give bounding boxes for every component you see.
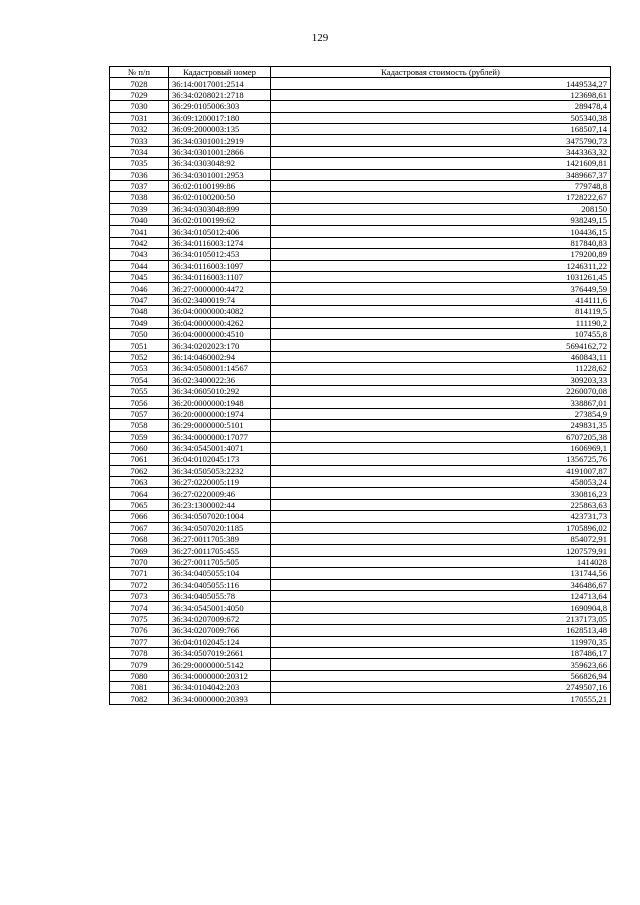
cadastral-value-cell: 566826,94 xyxy=(271,670,611,681)
row-number-cell: 7074 xyxy=(110,602,169,613)
cadastral-number-cell: 36:34:0116003:1107 xyxy=(169,272,271,283)
cadastral-number-cell: 36:27:0220005:119 xyxy=(169,477,271,488)
table-row xyxy=(110,625,611,636)
row-number-cell: 7039 xyxy=(110,203,169,214)
table-body xyxy=(110,78,611,704)
cadastral-number-cell: 36:34:0104042:203 xyxy=(169,682,271,693)
cadastral-number-cell: 36:34:0303048:899 xyxy=(169,203,271,214)
cadastral-value-cell: 346486,67 xyxy=(271,579,611,590)
table-row xyxy=(110,454,611,465)
cadastral-value-cell: 458053,24 xyxy=(271,477,611,488)
table-row xyxy=(110,351,611,362)
row-number-cell: 7034 xyxy=(110,146,169,157)
table-row xyxy=(110,385,611,396)
cadastral-number-cell: 36:14:0460002:94 xyxy=(169,351,271,362)
table-row xyxy=(110,180,611,191)
table-row xyxy=(110,226,611,237)
cadastral-number-cell: 36:34:0207009:672 xyxy=(169,613,271,624)
row-number-cell: 7037 xyxy=(110,180,169,191)
cadastral-number-cell: 36:27:0011705:455 xyxy=(169,545,271,556)
cadastral-value-cell: 1246311,22 xyxy=(271,260,611,271)
table-row xyxy=(110,169,611,180)
row-number-cell: 7070 xyxy=(110,556,169,567)
cadastral-number-cell: 36:34:0116003:1274 xyxy=(169,237,271,248)
table-row xyxy=(110,682,611,693)
cadastral-value-cell: 1356725,76 xyxy=(271,454,611,465)
cadastral-value-cell: 5694162,72 xyxy=(271,340,611,351)
table-row xyxy=(110,294,611,305)
table-row xyxy=(110,556,611,567)
table-row xyxy=(110,613,611,624)
row-number-cell: 7047 xyxy=(110,294,169,305)
cadastral-value-cell: 289478,4 xyxy=(271,101,611,112)
table-row xyxy=(110,249,611,260)
cadastral-value-cell: 187486,17 xyxy=(271,647,611,658)
cadastral-number-cell: 36:27:0000000:4472 xyxy=(169,283,271,294)
cadastral-number-cell: 36:02:0100200:50 xyxy=(169,192,271,203)
row-number-cell: 7044 xyxy=(110,260,169,271)
cadastral-number-cell: 36:34:0508001:14567 xyxy=(169,363,271,374)
table-row xyxy=(110,602,611,613)
cadastral-number-cell: 36:27:0011705:505 xyxy=(169,556,271,567)
row-number-cell: 7079 xyxy=(110,659,169,670)
cadastral-value-cell: 179200,89 xyxy=(271,249,611,260)
cadastral-value-cell: 3443363,32 xyxy=(271,146,611,157)
column-header-cadastral-value: Кадастровая стоимость (рублей) xyxy=(271,67,611,78)
table-row xyxy=(110,328,611,339)
row-number-cell: 7041 xyxy=(110,226,169,237)
row-number-cell: 7080 xyxy=(110,670,169,681)
cadastral-value-cell: 2749507,16 xyxy=(271,682,611,693)
cadastral-value-cell: 814119,5 xyxy=(271,306,611,317)
cadastral-number-cell: 36:34:0507020:1004 xyxy=(169,511,271,522)
row-number-cell: 7054 xyxy=(110,374,169,385)
cadastral-number-cell: 36:04:0000000:4082 xyxy=(169,306,271,317)
cadastral-value-cell: 107455,8 xyxy=(271,328,611,339)
cadastral-value-cell: 309203,33 xyxy=(271,374,611,385)
row-number-cell: 7028 xyxy=(110,78,169,89)
cadastral-number-cell: 36:34:0301001:2866 xyxy=(169,146,271,157)
table-row xyxy=(110,340,611,351)
table-row xyxy=(110,511,611,522)
cadastral-value-cell: 330816,23 xyxy=(271,488,611,499)
row-number-cell: 7053 xyxy=(110,363,169,374)
cadastral-value-cell: 3475790,73 xyxy=(271,135,611,146)
table-row xyxy=(110,442,611,453)
cadastral-value-cell: 123698,61 xyxy=(271,89,611,100)
table-row xyxy=(110,568,611,579)
column-header-cadastral-number: Кадастровый номер xyxy=(169,67,271,78)
table-row xyxy=(110,488,611,499)
table-row xyxy=(110,670,611,681)
cadastral-value-cell: 1421609,81 xyxy=(271,158,611,169)
cadastral-value-cell: 3489667,37 xyxy=(271,169,611,180)
cadastral-number-cell: 36:34:0505053:2232 xyxy=(169,465,271,476)
row-number-cell: 7058 xyxy=(110,420,169,431)
table-row xyxy=(110,647,611,658)
row-number-cell: 7076 xyxy=(110,625,169,636)
cadastral-value-cell: 338867,01 xyxy=(271,397,611,408)
table-row xyxy=(110,374,611,385)
cadastral-number-cell: 36:29:0105006:303 xyxy=(169,101,271,112)
row-number-cell: 7033 xyxy=(110,135,169,146)
row-number-cell: 7059 xyxy=(110,431,169,442)
cadastral-number-cell: 36:34:0405055:116 xyxy=(169,579,271,590)
cadastral-number-cell: 36:34:0507019:2661 xyxy=(169,647,271,658)
table-row xyxy=(110,101,611,112)
cadastral-value-cell: 208150 xyxy=(271,203,611,214)
cadastral-value-cell: 1606969,1 xyxy=(271,442,611,453)
row-number-cell: 7051 xyxy=(110,340,169,351)
row-number-cell: 7052 xyxy=(110,351,169,362)
row-number-cell: 7031 xyxy=(110,112,169,123)
table-row xyxy=(110,499,611,510)
table-row xyxy=(110,158,611,169)
table-header-row xyxy=(110,67,611,78)
cadastral-value-cell: 1414028 xyxy=(271,556,611,567)
table-row xyxy=(110,89,611,100)
row-number-cell: 7071 xyxy=(110,568,169,579)
row-number-cell: 7045 xyxy=(110,272,169,283)
cadastral-number-cell: 36:34:0000000:20393 xyxy=(169,693,271,704)
table-row xyxy=(110,659,611,670)
cadastral-number-cell: 36:27:0220009:46 xyxy=(169,488,271,499)
cadastral-value-cell: 1031261,45 xyxy=(271,272,611,283)
cadastral-number-cell: 36:34:0605010:292 xyxy=(169,385,271,396)
cadastral-number-cell: 36:34:0105012:453 xyxy=(169,249,271,260)
cadastral-number-cell: 36:02:3400019:74 xyxy=(169,294,271,305)
row-number-cell: 7064 xyxy=(110,488,169,499)
row-number-cell: 7029 xyxy=(110,89,169,100)
cadastral-number-cell: 36:02:0100199:86 xyxy=(169,180,271,191)
table-row xyxy=(110,215,611,226)
cadastral-number-cell: 36:02:0100199:62 xyxy=(169,215,271,226)
cadastral-value-cell: 170555,21 xyxy=(271,693,611,704)
table-row xyxy=(110,420,611,431)
table-row xyxy=(110,522,611,533)
row-number-cell: 7055 xyxy=(110,385,169,396)
cadastral-number-cell: 36:04:0102045:173 xyxy=(169,454,271,465)
row-number-cell: 7036 xyxy=(110,169,169,180)
cadastral-number-cell: 36:34:0000000:17077 xyxy=(169,431,271,442)
cadastral-value-cell: 1690904,8 xyxy=(271,602,611,613)
cadastral-value-cell: 249831,35 xyxy=(271,420,611,431)
cadastral-value-cell: 938249,15 xyxy=(271,215,611,226)
table-row xyxy=(110,203,611,214)
cadastral-number-cell: 36:34:0208021:2718 xyxy=(169,89,271,100)
table-row xyxy=(110,283,611,294)
cadastral-value-cell: 4191007,87 xyxy=(271,465,611,476)
table-row xyxy=(110,135,611,146)
row-number-cell: 7056 xyxy=(110,397,169,408)
row-number-cell: 7072 xyxy=(110,579,169,590)
table-row xyxy=(110,192,611,203)
cadastral-value-cell: 273854,9 xyxy=(271,408,611,419)
table-row xyxy=(110,431,611,442)
row-number-cell: 7068 xyxy=(110,534,169,545)
row-number-cell: 7046 xyxy=(110,283,169,294)
row-number-cell: 7040 xyxy=(110,215,169,226)
row-number-cell: 7063 xyxy=(110,477,169,488)
cadastral-value-cell: 6707205,38 xyxy=(271,431,611,442)
cadastral-value-cell: 124713,64 xyxy=(271,590,611,601)
cadastral-number-cell: 36:27:0011705:389 xyxy=(169,534,271,545)
cadastral-number-cell: 36:04:0102045:124 xyxy=(169,636,271,647)
cadastral-value-cell: 1705896,02 xyxy=(271,522,611,533)
row-number-cell: 7060 xyxy=(110,442,169,453)
cadastral-value-cell: 1207579,91 xyxy=(271,545,611,556)
row-number-cell: 7032 xyxy=(110,123,169,134)
cadastral-value-cell: 1449534,27 xyxy=(271,78,611,89)
cadastral-value-cell: 505340,38 xyxy=(271,112,611,123)
cadastral-value-cell: 131744,56 xyxy=(271,568,611,579)
row-number-cell: 7066 xyxy=(110,511,169,522)
table-row xyxy=(110,78,611,89)
cadastral-value-cell: 414111,6 xyxy=(271,294,611,305)
cadastral-value-cell: 168507,14 xyxy=(271,123,611,134)
cadastral-number-cell: 36:34:0116003:1097 xyxy=(169,260,271,271)
table-row xyxy=(110,477,611,488)
cadastral-number-cell: 36:09:2000003:135 xyxy=(169,123,271,134)
cadastral-value-cell: 817840,83 xyxy=(271,237,611,248)
table-row xyxy=(110,272,611,283)
row-number-cell: 7057 xyxy=(110,408,169,419)
cadastral-value-cell: 119970,35 xyxy=(271,636,611,647)
cadastral-number-cell: 36:34:0545001:4071 xyxy=(169,442,271,453)
cadastral-number-cell: 36:34:0507020:1185 xyxy=(169,522,271,533)
table-row xyxy=(110,408,611,419)
table-row xyxy=(110,579,611,590)
cadastral-value-cell: 376449,59 xyxy=(271,283,611,294)
cadastral-value-cell: 779748,8 xyxy=(271,180,611,191)
cadastral-number-cell: 36:34:0000000:20312 xyxy=(169,670,271,681)
table-row xyxy=(110,306,611,317)
table-row xyxy=(110,545,611,556)
row-number-cell: 7082 xyxy=(110,693,169,704)
row-number-cell: 7069 xyxy=(110,545,169,556)
cadastral-number-cell: 36:34:0301001:2919 xyxy=(169,135,271,146)
row-number-cell: 7050 xyxy=(110,328,169,339)
row-number-cell: 7048 xyxy=(110,306,169,317)
cadastral-value-cell: 104436,15 xyxy=(271,226,611,237)
table-row xyxy=(110,123,611,134)
table-row xyxy=(110,146,611,157)
table-row xyxy=(110,317,611,328)
cadastral-number-cell: 36:34:0545001:4050 xyxy=(169,602,271,613)
row-number-cell: 7081 xyxy=(110,682,169,693)
row-number-cell: 7075 xyxy=(110,613,169,624)
cadastral-value-cell: 359623,66 xyxy=(271,659,611,670)
cadastral-value-cell: 854072,91 xyxy=(271,534,611,545)
cadastral-number-cell: 36:29:0000000:5101 xyxy=(169,420,271,431)
row-number-cell: 7049 xyxy=(110,317,169,328)
table-row xyxy=(110,465,611,476)
row-number-cell: 7077 xyxy=(110,636,169,647)
cadastral-value-cell: 225863,63 xyxy=(271,499,611,510)
table-row xyxy=(110,693,611,704)
cadastral-value-cell: 111190,2 xyxy=(271,317,611,328)
cadastral-number-cell: 36:02:3400022:36 xyxy=(169,374,271,385)
cadastral-value-cell: 2260070,08 xyxy=(271,385,611,396)
cadastral-value-cell: 2137173,05 xyxy=(271,613,611,624)
cadastral-number-cell: 36:34:0202023:170 xyxy=(169,340,271,351)
cadastral-number-cell: 36:04:0000000:4262 xyxy=(169,317,271,328)
cadastral-value-cell: 423731,73 xyxy=(271,511,611,522)
cadastral-value-cell: 1628513,48 xyxy=(271,625,611,636)
cadastral-number-cell: 36:34:0405055:78 xyxy=(169,590,271,601)
row-number-cell: 7042 xyxy=(110,237,169,248)
table-row xyxy=(110,590,611,601)
row-number-cell: 7065 xyxy=(110,499,169,510)
row-number-cell: 7073 xyxy=(110,590,169,601)
table-row xyxy=(110,363,611,374)
cadastral-number-cell: 36:04:0000000:4510 xyxy=(169,328,271,339)
cadastral-number-cell: 36:23:1300002:44 xyxy=(169,499,271,510)
row-number-cell: 7035 xyxy=(110,158,169,169)
cadastral-number-cell: 36:34:0207009:766 xyxy=(169,625,271,636)
cadastral-number-cell: 36:34:0105012:406 xyxy=(169,226,271,237)
table-row xyxy=(110,112,611,123)
row-number-cell: 7061 xyxy=(110,454,169,465)
table-row xyxy=(110,260,611,271)
page-number: 129 xyxy=(311,32,329,44)
cadastral-number-cell: 36:34:0405055:104 xyxy=(169,568,271,579)
row-number-cell: 7043 xyxy=(110,249,169,260)
table-row xyxy=(110,237,611,248)
cadastral-value-cell: 11228,62 xyxy=(271,363,611,374)
row-number-cell: 7030 xyxy=(110,101,169,112)
cadastral-number-cell: 36:34:0303048:92 xyxy=(169,158,271,169)
cadastral-number-cell: 36:20:0000000:1974 xyxy=(169,408,271,419)
cadastral-number-cell: 36:34:0301001:2953 xyxy=(169,169,271,180)
row-number-cell: 7078 xyxy=(110,647,169,658)
table-row xyxy=(110,534,611,545)
row-number-cell: 7062 xyxy=(110,465,169,476)
cadastral-number-cell: 36:09:1200017:180 xyxy=(169,112,271,123)
cadastral-number-cell: 36:20:0000000:1948 xyxy=(169,397,271,408)
table-row xyxy=(110,636,611,647)
cadastral-value-cell: 1728222,67 xyxy=(271,192,611,203)
cadastral-number-cell: 36:14:0017001:2514 xyxy=(169,78,271,89)
cadastral-value-table xyxy=(109,66,611,705)
row-number-cell: 7038 xyxy=(110,192,169,203)
cadastral-value-cell: 460843,11 xyxy=(271,351,611,362)
table-row xyxy=(110,397,611,408)
cadastral-number-cell: 36:29:0000000:5142 xyxy=(169,659,271,670)
column-header-number: № п/п xyxy=(110,67,169,78)
row-number-cell: 7067 xyxy=(110,522,169,533)
